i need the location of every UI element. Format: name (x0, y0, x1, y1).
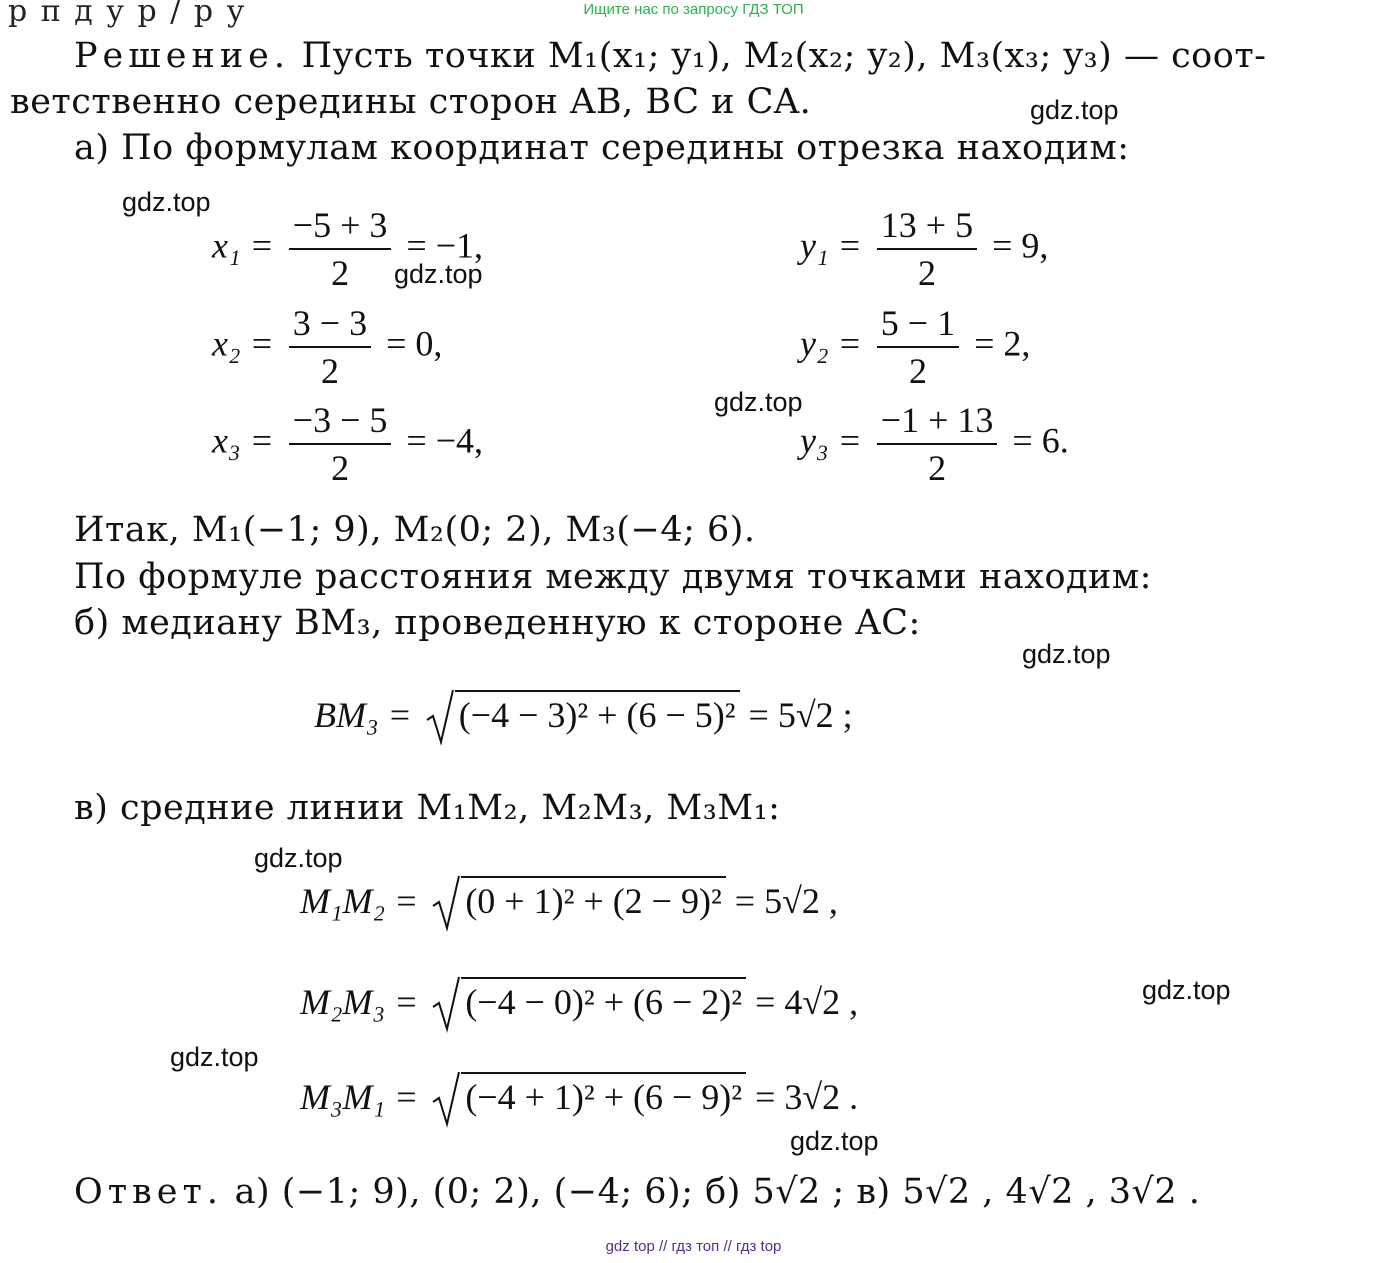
y2-denominator: 2 (908, 351, 927, 391)
formula-m3m1 (300, 1072, 858, 1118)
m3m1-radicand: (−4 + 1)² + (6 − 9)² (461, 1072, 746, 1118)
y2-lhs: y₂ = (800, 323, 862, 364)
cropped-previous-line: р п д у р / р у (8, 0, 247, 29)
watermark: gdz.top (170, 1042, 259, 1072)
m3m1-lhs: M₃M₁ = (300, 1077, 419, 1117)
m2m3-sqrt (431, 977, 746, 1023)
bm3-lhs: BM₃ = (314, 695, 412, 735)
x3-denominator: 2 (331, 448, 350, 488)
y3-rhs: = 6. (1012, 420, 1069, 461)
footer-link-gdz-top-ru[interactable]: гдз топ (671, 1238, 720, 1255)
bm3-rhs: = 5√2 ; (748, 695, 853, 735)
radical-sign-icon (431, 872, 461, 932)
formula-y3 (800, 399, 1069, 489)
y2-numerator: 5 − 1 (877, 302, 959, 348)
formula-x3 (212, 399, 483, 489)
solution-label: Решение. (74, 36, 291, 76)
formula-m2m3 (300, 977, 858, 1023)
footer-separator: // (723, 1238, 732, 1255)
x2-lhs: x₂ = (212, 323, 274, 364)
bm3-radicand: (−4 − 3)² + (6 − 5)² (455, 690, 740, 736)
m2m3-rhs: = 4√2 , (755, 982, 859, 1022)
x3-lhs: x₃ = (212, 420, 274, 461)
y1-fraction (877, 204, 977, 294)
answer-line (74, 1172, 1200, 1212)
watermark: gdz.top (254, 843, 343, 873)
y3-lhs: y₃ = (800, 420, 862, 461)
x2-fraction (289, 302, 371, 392)
y1-lhs: y₁ = (800, 225, 862, 266)
m3m1-sqrt (431, 1072, 746, 1118)
solution-intro-line2: ветственно середины сторон AB, BC и CA. (10, 82, 812, 122)
y3-fraction (877, 399, 998, 489)
m2m3-lhs: M₂M₃ = (300, 982, 419, 1022)
bm3-sqrt (425, 690, 740, 736)
y2-fraction (877, 302, 959, 392)
x3-fraction (289, 399, 392, 489)
distance-formula-line: По формуле расстояния между двумя точками находим: (74, 557, 1152, 597)
intro-text-1: Пусть точки M₁(x₁; y₁), M₂(x₂; y₂), M₃(x₃; y₃) — соот- (301, 36, 1267, 76)
radical-sign-icon (431, 973, 461, 1033)
y3-numerator: −1 + 13 (877, 399, 998, 445)
midpoints-result: Итак, M₁(−1; 9), M₂(0; 2), M₃(−4; 6). (74, 510, 756, 550)
x2-numerator: 3 − 3 (289, 302, 371, 348)
y1-denominator: 2 (917, 253, 936, 293)
radical-sign-icon (425, 686, 455, 746)
watermark: gdz.top (1142, 975, 1231, 1005)
m1m2-sqrt (431, 876, 725, 922)
watermark: gdz.top (714, 387, 803, 417)
search-promo-link[interactable]: Ищите нас по запросу ГДЗ ТОП (583, 1, 804, 18)
solution-intro-line1 (74, 36, 1267, 76)
x1-lhs: x₁ = (212, 225, 274, 266)
x3-numerator: −3 − 5 (289, 399, 392, 445)
formula-y1 (800, 204, 1048, 294)
x1-numerator: −5 + 3 (289, 204, 392, 250)
y1-rhs: = 9, (992, 225, 1049, 266)
answer-label: Ответ. (74, 1172, 223, 1212)
x1-denominator: 2 (331, 253, 350, 293)
formula-m1m2 (300, 876, 838, 922)
part-v-heading: в) средние линии M₁M₂, M₂M₃, M₃M₁: (74, 788, 781, 828)
watermark: gdz.top (1030, 95, 1119, 125)
m1m2-lhs: M₁M₂ = (300, 881, 419, 921)
formula-y2 (800, 302, 1030, 392)
x1-rhs: = −1, (406, 225, 484, 266)
footer-link-gdz-top[interactable]: gdz top (605, 1238, 655, 1255)
answer-text: а) (−1; 9), (0; 2), (−4; 6); б) 5√2 ; в) 5√2 , 4√2 , 3√2 . (234, 1172, 1201, 1212)
m1m2-radicand: (0 + 1)² + (2 − 9)² (461, 876, 725, 922)
formula-bm3 (314, 690, 853, 736)
x1-fraction (289, 204, 392, 294)
watermark: gdz.top (122, 187, 211, 217)
footer-separator: // (658, 1238, 668, 1255)
watermark: gdz.top (790, 1126, 879, 1156)
y3-denominator: 2 (928, 448, 947, 488)
formula-x2 (212, 302, 442, 392)
watermark: gdz.top (1022, 639, 1111, 669)
footer-links (0, 1238, 1387, 1255)
watermark: gdz.top (394, 259, 483, 289)
x2-rhs: = 0, (386, 323, 443, 364)
footer-link-gdz-top-mixed[interactable]: гдз top (735, 1238, 782, 1255)
part-b-heading: б) медиану BM₃, проведенную к стороне AC: (74, 603, 921, 643)
y2-rhs: = 2, (974, 323, 1031, 364)
x3-rhs: = −4, (406, 420, 484, 461)
m3m1-rhs: = 3√2 . (755, 1077, 859, 1117)
radical-sign-icon (431, 1068, 461, 1128)
part-a-heading: а) По формулам координат середины отрезка находим: (74, 128, 1130, 168)
m2m3-radicand: (−4 − 0)² + (6 − 2)² (461, 977, 746, 1023)
y1-numerator: 13 + 5 (877, 204, 977, 250)
m1m2-rhs: = 5√2 , (734, 881, 838, 921)
x2-denominator: 2 (320, 351, 339, 391)
